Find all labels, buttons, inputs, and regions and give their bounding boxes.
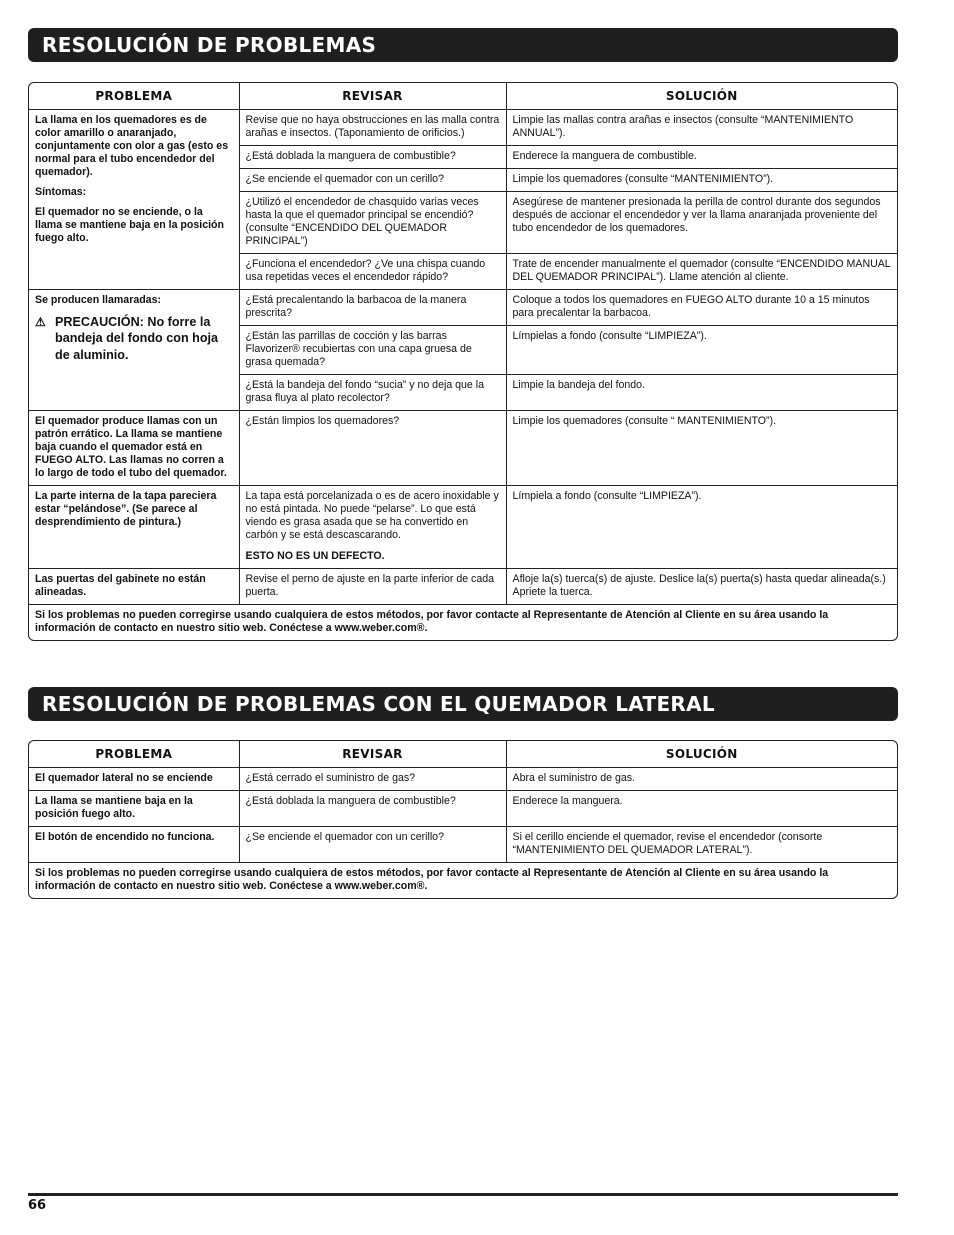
solution-cell: Enderece la manguera de combustible. [506, 145, 897, 168]
table-footer-row [29, 604, 897, 640]
problem-cell [29, 109, 239, 289]
symptoms-text: El quemador no se enciende, o la llama se mantiene baja en la posición fuego alto. [35, 205, 224, 244]
solution-cell: Limpie los quemadores (consulte “MANTENIMIENTO”). [506, 168, 897, 191]
table-row [29, 826, 897, 862]
table-row [29, 109, 897, 145]
solution-cell: Limpie las mallas contra arañas e insectos (consulte “MANTENIMIENTO ANNUAL”). [506, 109, 897, 145]
check-cell: ¿Está cerrado el suministro de gas? [239, 767, 506, 790]
table-footer-row [29, 862, 897, 898]
footer-divider [28, 1193, 898, 1196]
troubleshooting-table [28, 82, 898, 641]
solution-cell: Asegúrese de mantener presionada la perilla de control durante dos segundos después de accionar el encendedor y ver la llama anaranjada proveniente del tubo encendedor de los quemadores. [506, 191, 897, 253]
table-row [29, 485, 897, 568]
check-cell: ¿Están limpios los quemadores? [239, 410, 506, 485]
check-cell: ¿Está precalentando la barbacoa de la manera prescrita? [239, 289, 506, 325]
table-header-row [29, 741, 897, 767]
caution-note [35, 314, 233, 364]
table-row [29, 568, 897, 604]
table-row [29, 767, 897, 790]
problem-text: La llama en los quemadores es de color amarillo o anaranjado, conjuntamente con olor a gas (esto es normal para el tubo encendedor del quemador). [35, 113, 229, 178]
problem-text: Se producen llamaradas: [35, 293, 161, 306]
solution-cell: Límpiela a fondo (consulte “LIMPIEZA”). [506, 485, 897, 568]
solution-cell: Límpielas a fondo (consulte “LIMPIEZA”). [506, 325, 897, 374]
problem-cell: El quemador lateral no se enciende [29, 767, 239, 790]
contact-note: Si los problemas no pueden corregirse usando cualquiera de estos métodos, por favor contacte al Representante de Atención al Cliente en su área usando la información de contacto en nuestro sitio web. Conéctese a www.weber.com®. [35, 866, 829, 892]
check-cell: ¿Están las parrillas de cocción y las barras Flavorizer® recubiertas con una capa gruesa de grasa quemada? [239, 325, 506, 374]
problem-cell: Las puertas del gabinete no están alineadas. [29, 568, 239, 604]
symptoms-label: Síntomas: [35, 185, 87, 198]
solution-cell: Afloje la(s) tuerca(s) de ajuste. Deslice la(s) puerta(s) hasta quedar alineada(s.) Apriete la tuerca. [506, 568, 897, 604]
check-cell: ¿Está la bandeja del fondo “sucia” y no deja que la grasa fluya al plato recolector? [239, 374, 506, 410]
check-cell: ¿Funciona el encendedor? ¿Ve una chispa cuando usa repetidas veces el encendedor rápido? [239, 253, 506, 289]
solution-cell: Limpie los quemadores (consulte “ MANTENIMIENTO”). [506, 410, 897, 485]
solution-cell: Si el cerillo enciende el quemador, revise el encendedor (consorte “MANTENIMIENTO DEL QUEMADOR LATERAL”). [506, 826, 897, 862]
table-row [29, 790, 897, 826]
problem-cell: El botón de encendido no funciona. [29, 826, 239, 862]
header-check: REVISAR [239, 83, 506, 109]
not-a-defect-note: ESTO NO ES UN DEFECTO. [245, 549, 385, 562]
check-cell: Revise que no haya obstrucciones en las malla contra arañas e insectos. (Taponamiento de orificios.) [239, 109, 506, 145]
side-burner-table [28, 740, 898, 899]
problem-cell: El quemador produce llamas con un patrón errático. La llama se mantiene baja cuando el quemador está en FUEGO ALTO. Las llamas no corren a lo largo de todo el tubo del quemador. [29, 410, 239, 485]
check-text: La tapa está porcelanizada o es de acero inoxidable y no está pintada. No puede “pelarse”. Lo que está viendo es grasa asada que se ha convertido en carbón y se está descascarando. [245, 489, 499, 541]
check-cell: ¿Está doblada la manguera de combustible? [239, 145, 506, 168]
solution-cell: Abra el suministro de gas. [506, 767, 897, 790]
header-check: REVISAR [239, 741, 506, 767]
check-cell: ¿Se enciende el quemador con un cerillo? [239, 168, 506, 191]
section-title-side-burner: RESOLUCIÓN DE PROBLEMAS CON EL QUEMADOR LATERAL [28, 687, 898, 721]
caution-text: PRECAUCIÓN: No forre la bandeja del fondo con hoja de aluminio. [55, 314, 219, 362]
header-problem: PROBLEMA [29, 83, 239, 109]
solution-cell: Trate de encender manualmente el quemador (consulte “ENCENDIDO MANUAL DEL QUEMADOR PRINCIPAL”). Llame atención al cliente. [506, 253, 897, 289]
contact-note: Si los problemas no pueden corregirse usando cualquiera de estos métodos, por favor contacte al Representante de Atención al Cliente en su área usando la información de contacto en nuestro sitio web. Conéctese a www.weber.com®. [35, 608, 829, 634]
solution-cell: Coloque a todos los quemadores en FUEGO ALTO durante 10 a 15 minutos para precalentar la barbacoa. [506, 289, 897, 325]
warning-triangle-icon: ⚠ [35, 314, 46, 329]
header-problem: PROBLEMA [29, 741, 239, 767]
section-title-troubleshooting: RESOLUCIÓN DE PROBLEMAS [28, 28, 898, 62]
problem-cell: La llama se mantiene baja en la posición fuego alto. [29, 790, 239, 826]
check-cell [239, 485, 506, 568]
problem-cell: La parte interna de la tapa pareciera estar “pelándose”. (Se parece al desprendimiento de pintura.) [29, 485, 239, 568]
table-header-row [29, 83, 897, 109]
header-solution: SOLUCIÓN [506, 83, 897, 109]
check-cell: ¿Utilizó el encendedor de chasquido varias veces hasta la que el quemador principal se encendió? (consulte “ENCENDIDO DEL QUEMADOR PRINCIPAL”) [239, 191, 506, 253]
problem-cell [29, 289, 239, 410]
header-solution: SOLUCIÓN [506, 741, 897, 767]
solution-cell: Limpie la bandeja del fondo. [506, 374, 897, 410]
check-cell: Revise el perno de ajuste en la parte inferior de cada puerta. [239, 568, 506, 604]
solution-cell: Enderece la manguera. [506, 790, 897, 826]
table-row [29, 289, 897, 325]
page-number: 66 [28, 1198, 47, 1213]
table-row [29, 410, 897, 485]
check-cell: ¿Está doblada la manguera de combustible? [239, 790, 506, 826]
check-cell: ¿Se enciende el quemador con un cerillo? [239, 826, 506, 862]
